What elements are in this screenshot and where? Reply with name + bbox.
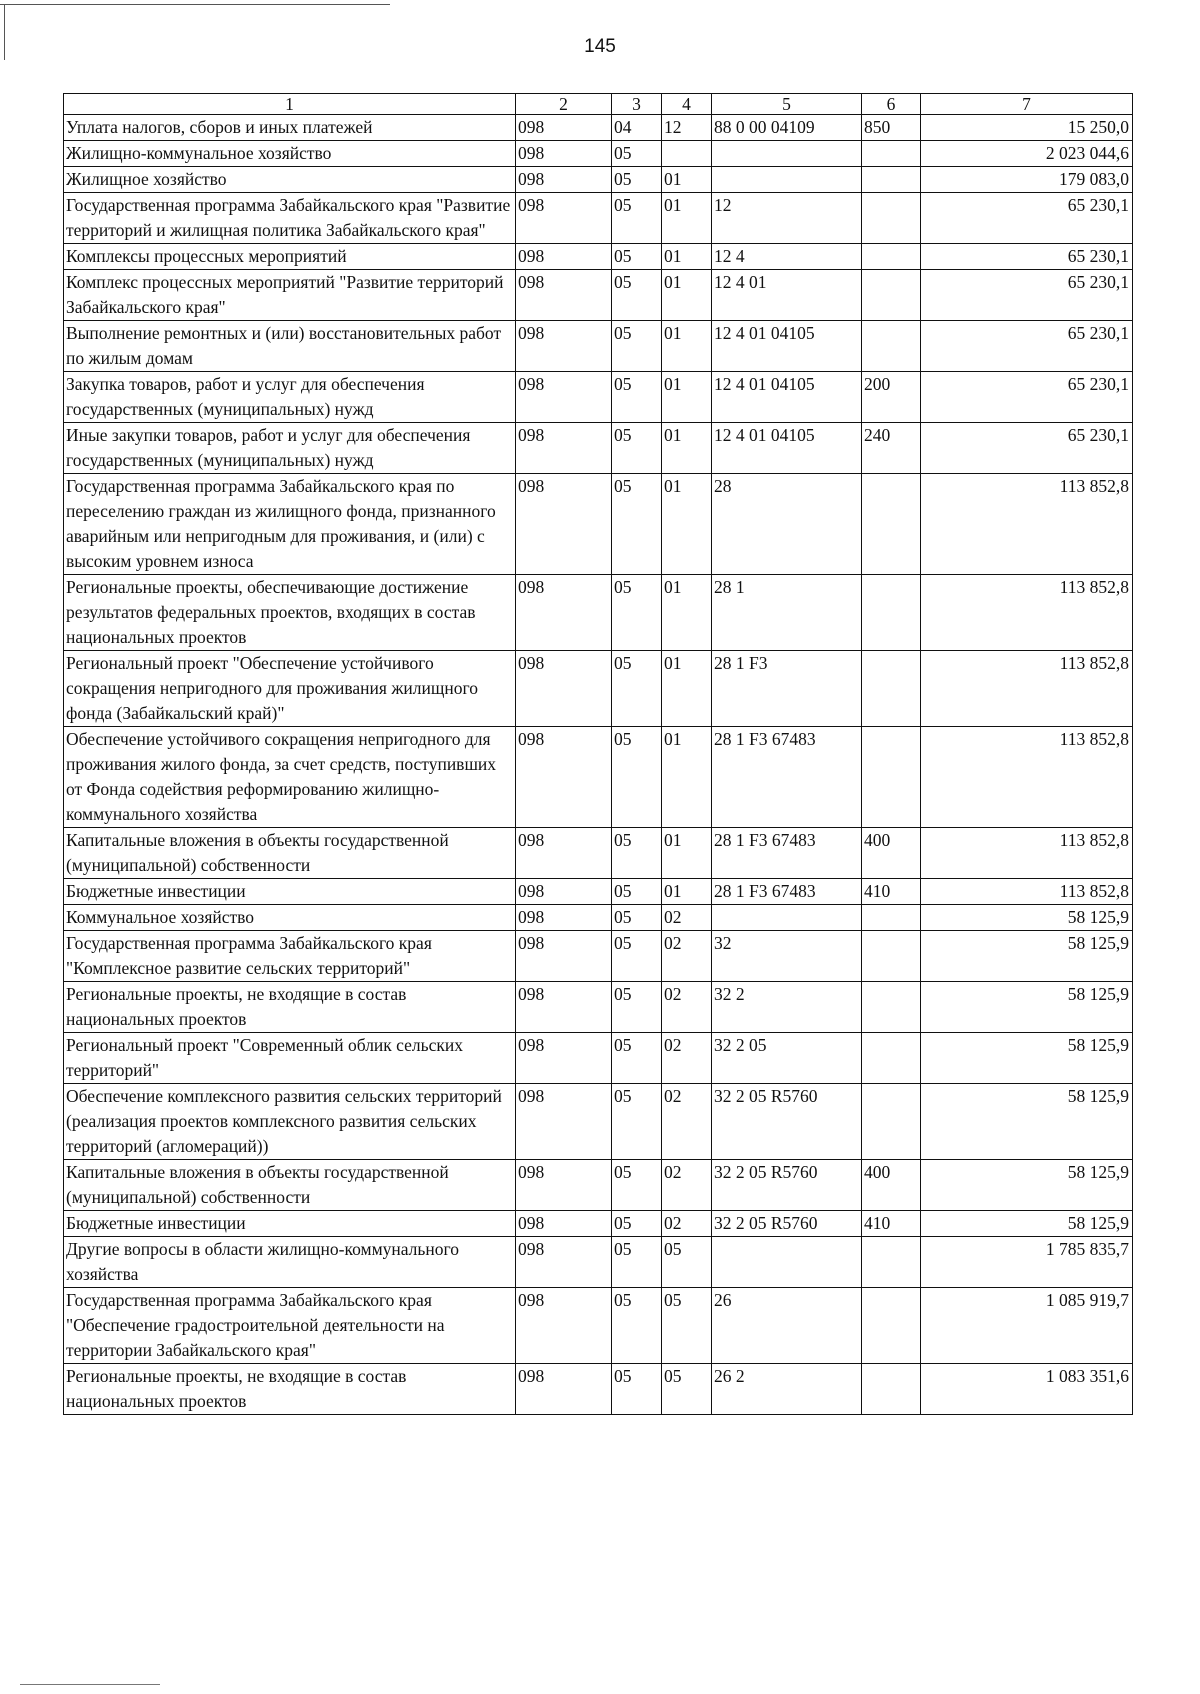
cell-expense-type [862,1237,921,1288]
cell-ministry: 098 [516,879,612,905]
cell-amount: 113 852,8 [921,727,1133,828]
budget-table [63,93,1133,1415]
cell-amount: 58 125,9 [921,1211,1133,1237]
cell-amount: 65 230,1 [921,321,1133,372]
cell-ministry: 098 [516,1211,612,1237]
cell-subsection [662,141,712,167]
cell-amount: 15 250,0 [921,115,1133,141]
cell-amount: 65 230,1 [921,244,1133,270]
cell-amount: 65 230,1 [921,270,1133,321]
cell-section: 05 [612,1364,662,1415]
cell-name: Региональный проект "Обеспечение устойчивого сокращения непригодного для проживания жилищного фонда (Забайкальский край)" [64,651,516,727]
cell-target-article: 32 [712,931,862,982]
cell-amount: 113 852,8 [921,651,1133,727]
cell-section: 05 [612,828,662,879]
cell-target-article [712,167,862,193]
cell-section: 05 [612,1288,662,1364]
cell-target-article: 28 [712,474,862,575]
table-row [64,1237,1133,1288]
table-row [64,244,1133,270]
cell-subsection: 05 [662,1237,712,1288]
cell-name: Коммунальное хозяйство [64,905,516,931]
cell-expense-type [862,931,921,982]
table-row [64,931,1133,982]
cell-ministry: 098 [516,828,612,879]
table-row [64,1160,1133,1211]
cell-amount: 58 125,9 [921,931,1133,982]
cell-ministry: 098 [516,727,612,828]
cell-name: Государственная программа Забайкальского края "Развитие территорий и жилищная политика Забайкальского края" [64,193,516,244]
cell-ministry: 098 [516,321,612,372]
cell-expense-type [862,244,921,270]
cell-expense-type: 400 [862,828,921,879]
cell-amount: 1 085 919,7 [921,1288,1133,1364]
cell-section: 05 [612,982,662,1033]
cell-subsection: 05 [662,1288,712,1364]
cell-subsection: 01 [662,270,712,321]
cell-subsection: 01 [662,321,712,372]
table-row [64,905,1133,931]
cell-section: 05 [612,167,662,193]
cell-subsection: 02 [662,1084,712,1160]
cell-expense-type [862,1288,921,1364]
scan-edge-top [0,4,390,5]
cell-expense-type: 400 [862,1160,921,1211]
cell-amount: 65 230,1 [921,372,1133,423]
cell-expense-type [862,982,921,1033]
cell-amount: 58 125,9 [921,982,1133,1033]
cell-expense-type [862,1084,921,1160]
cell-subsection: 02 [662,931,712,982]
cell-subsection: 01 [662,879,712,905]
cell-target-article: 32 2 05 R5760 [712,1211,862,1237]
cell-name: Государственная программа Забайкальского края "Комплексное развитие сельских территорий" [64,931,516,982]
cell-ministry: 098 [516,270,612,321]
cell-ministry: 098 [516,167,612,193]
cell-expense-type [862,141,921,167]
table-row [64,270,1133,321]
cell-section: 05 [612,474,662,575]
cell-name: Региональные проекты, обеспечивающие достижение результатов федеральных проектов, входящих в состав национальных проектов [64,575,516,651]
table-row [64,727,1133,828]
cell-name: Комплексы процессных мероприятий [64,244,516,270]
cell-expense-type [862,474,921,575]
cell-target-article: 32 2 05 [712,1033,862,1084]
cell-subsection: 01 [662,193,712,244]
cell-amount: 179 083,0 [921,167,1133,193]
cell-subsection: 01 [662,651,712,727]
cell-expense-type [862,270,921,321]
cell-target-article: 32 2 05 R5760 [712,1160,862,1211]
cell-subsection: 01 [662,727,712,828]
cell-amount: 65 230,1 [921,193,1133,244]
cell-expense-type [862,167,921,193]
cell-name: Иные закупки товаров, работ и услуг для обеспечения государственных (муниципальных) нужд [64,423,516,474]
cell-section: 05 [612,905,662,931]
cell-target-article [712,141,862,167]
cell-name: Обеспечение устойчивого сокращения непригодного для проживания жилого фонда, за счет средств, поступивших от Фонда содействия реформированию жилищно-коммунального хозяйства [64,727,516,828]
table-row [64,575,1133,651]
cell-name: Государственная программа Забайкальского края по переселению граждан из жилищного фонда, признанного аварийным или непригодным для проживания, и (или) с высоким уровнем износа [64,474,516,575]
cell-name: Капитальные вложения в объекты государственной (муниципальной) собственности [64,1160,516,1211]
cell-ministry: 098 [516,244,612,270]
col-header-5: 5 [712,94,862,115]
cell-target-article: 12 [712,193,862,244]
cell-section: 05 [612,1084,662,1160]
cell-section: 05 [612,1033,662,1084]
cell-expense-type [862,1364,921,1415]
cell-section: 05 [612,193,662,244]
table-row [64,828,1133,879]
table-row [64,1288,1133,1364]
cell-expense-type [862,321,921,372]
cell-amount: 2 023 044,6 [921,141,1133,167]
col-header-6: 6 [862,94,921,115]
cell-amount: 58 125,9 [921,1160,1133,1211]
table-row [64,1084,1133,1160]
cell-expense-type [862,1033,921,1084]
cell-amount: 1 785 835,7 [921,1237,1133,1288]
cell-subsection: 05 [662,1364,712,1415]
cell-ministry: 098 [516,141,612,167]
cell-amount: 65 230,1 [921,423,1133,474]
table-row [64,1364,1133,1415]
cell-name: Выполнение ремонтных и (или) восстановительных работ по жилым домам [64,321,516,372]
cell-ministry: 098 [516,1288,612,1364]
cell-target-article: 28 1 F3 67483 [712,727,862,828]
cell-target-article: 12 4 [712,244,862,270]
cell-expense-type [862,727,921,828]
cell-subsection: 01 [662,423,712,474]
cell-ministry: 098 [516,1364,612,1415]
cell-name: Комплекс процессных мероприятий "Развитие территорий Забайкальского края" [64,270,516,321]
cell-target-article: 88 0 00 04109 [712,115,862,141]
header-row [64,94,1133,115]
cell-name: Региональный проект "Современный облик сельских территорий" [64,1033,516,1084]
cell-ministry: 098 [516,423,612,474]
table-row [64,982,1133,1033]
cell-section: 05 [612,423,662,474]
cell-ministry: 098 [516,115,612,141]
cell-ministry: 098 [516,651,612,727]
col-header-2: 2 [516,94,612,115]
cell-subsection: 02 [662,982,712,1033]
cell-amount: 113 852,8 [921,828,1133,879]
cell-name: Закупка товаров, работ и услуг для обеспечения государственных (муниципальных) нужд [64,372,516,423]
cell-ministry: 098 [516,905,612,931]
cell-name: Капитальные вложения в объекты государственной (муниципальной) собственности [64,828,516,879]
cell-expense-type: 410 [862,1211,921,1237]
cell-subsection: 01 [662,167,712,193]
cell-target-article: 12 4 01 04105 [712,372,862,423]
cell-ministry: 098 [516,1160,612,1211]
cell-subsection: 02 [662,1211,712,1237]
cell-ministry: 098 [516,193,612,244]
cell-target-article [712,1237,862,1288]
cell-ministry: 098 [516,575,612,651]
cell-section: 05 [612,244,662,270]
cell-subsection: 01 [662,372,712,423]
cell-ministry: 098 [516,372,612,423]
col-header-1: 1 [64,94,516,115]
table-row [64,651,1133,727]
cell-name: Государственная программа Забайкальского края "Обеспечение градостроительной деятельности на территории Забайкальского края" [64,1288,516,1364]
cell-section: 05 [612,372,662,423]
cell-name: Жилищно-коммунальное хозяйство [64,141,516,167]
cell-ministry: 098 [516,1033,612,1084]
cell-name: Региональные проекты, не входящие в состав национальных проектов [64,982,516,1033]
col-header-7: 7 [921,94,1133,115]
cell-section: 05 [612,1160,662,1211]
table-row [64,193,1133,244]
table-row [64,423,1133,474]
cell-expense-type: 200 [862,372,921,423]
cell-subsection: 02 [662,1033,712,1084]
cell-expense-type [862,905,921,931]
cell-ministry: 098 [516,1084,612,1160]
cell-section: 05 [612,727,662,828]
cell-subsection: 01 [662,575,712,651]
cell-name: Другие вопросы в области жилищно-коммунального хозяйства [64,1237,516,1288]
cell-section: 05 [612,879,662,905]
cell-ministry: 098 [516,931,612,982]
table-row [64,141,1133,167]
cell-ministry: 098 [516,474,612,575]
cell-amount: 113 852,8 [921,474,1133,575]
table-row [64,372,1133,423]
cell-section: 05 [612,321,662,372]
cell-amount: 113 852,8 [921,879,1133,905]
cell-name: Бюджетные инвестиции [64,879,516,905]
cell-expense-type [862,575,921,651]
scan-edge-bottom [20,1684,160,1685]
cell-section: 05 [612,575,662,651]
cell-amount: 58 125,9 [921,1084,1133,1160]
cell-subsection: 02 [662,1160,712,1211]
table-row [64,115,1133,141]
cell-section: 04 [612,115,662,141]
cell-section: 05 [612,651,662,727]
page-number: 145 [584,36,616,57]
cell-amount: 58 125,9 [921,1033,1133,1084]
table-row [64,167,1133,193]
cell-target-article: 12 4 01 04105 [712,423,862,474]
col-header-4: 4 [662,94,712,115]
table-row [64,474,1133,575]
cell-section: 05 [612,1237,662,1288]
cell-expense-type [862,193,921,244]
col-header-3: 3 [612,94,662,115]
cell-target-article: 32 2 05 R5760 [712,1084,862,1160]
cell-section: 05 [612,270,662,321]
cell-ministry: 098 [516,1237,612,1288]
cell-expense-type: 850 [862,115,921,141]
cell-subsection: 01 [662,474,712,575]
cell-target-article: 28 1 F3 [712,651,862,727]
cell-section: 05 [612,1211,662,1237]
cell-target-article: 28 1 F3 67483 [712,828,862,879]
cell-subsection: 01 [662,244,712,270]
cell-subsection: 12 [662,115,712,141]
cell-amount: 113 852,8 [921,575,1133,651]
cell-target-article: 32 2 [712,982,862,1033]
cell-name: Бюджетные инвестиции [64,1211,516,1237]
cell-target-article: 26 2 [712,1364,862,1415]
cell-expense-type [862,651,921,727]
table-row [64,879,1133,905]
cell-target-article: 12 4 01 [712,270,862,321]
cell-amount: 58 125,9 [921,905,1133,931]
cell-name: Уплата налогов, сборов и иных платежей [64,115,516,141]
cell-section: 05 [612,141,662,167]
cell-expense-type: 240 [862,423,921,474]
cell-subsection: 02 [662,905,712,931]
cell-section: 05 [612,931,662,982]
cell-amount: 1 083 351,6 [921,1364,1133,1415]
cell-target-article: 28 1 [712,575,862,651]
table-row [64,1211,1133,1237]
table-row [64,321,1133,372]
cell-ministry: 098 [516,982,612,1033]
cell-subsection: 01 [662,828,712,879]
cell-target-article: 26 [712,1288,862,1364]
cell-target-article: 12 4 01 04105 [712,321,862,372]
cell-name: Региональные проекты, не входящие в состав национальных проектов [64,1364,516,1415]
cell-name: Жилищное хозяйство [64,167,516,193]
cell-expense-type: 410 [862,879,921,905]
cell-target-article: 28 1 F3 67483 [712,879,862,905]
table-row [64,1033,1133,1084]
cell-name: Обеспечение комплексного развития сельских территорий (реализация проектов комплексного развития сельских территорий (агломераций)) [64,1084,516,1160]
cell-target-article [712,905,862,931]
